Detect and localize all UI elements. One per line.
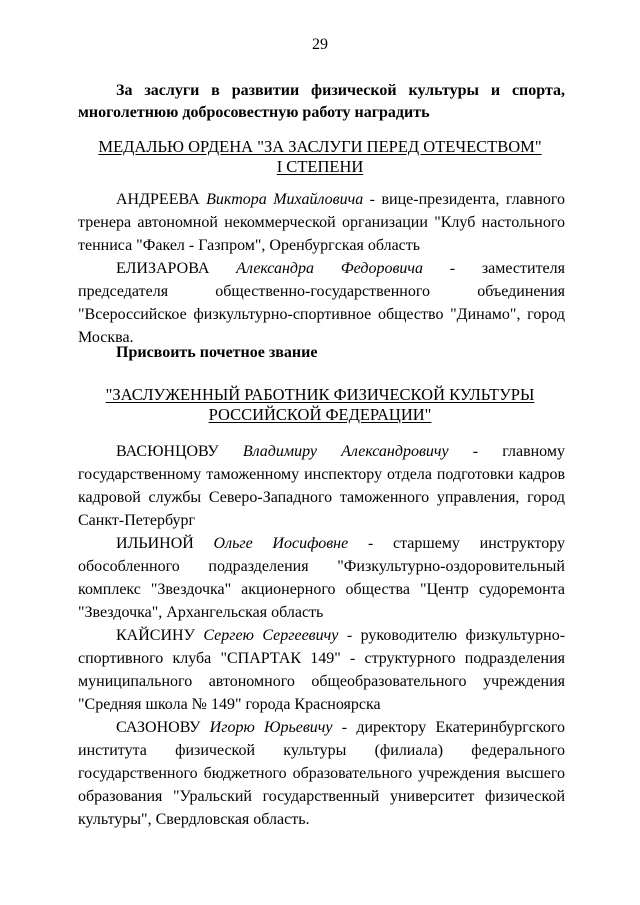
award-intro-text: За заслуги в развитии физической культуры и спорта, многолетнюю добросовестную работу наградить [78, 82, 565, 121]
recipient-entry [78, 257, 565, 349]
recipient-entry [78, 624, 565, 716]
recipient-description: - директору Екатеринбургского института физической культуры (филиала) федерального государственного бюджетного образовательного учреждения высшего образования "Уральский государственный университет физической культуры", Свердловская область. [78, 719, 566, 828]
heading-line: РОССИЙСКОЙ ФЕДЕРАЦИИ" [208, 405, 432, 424]
recipient-surname: ЕЛИЗАРОВА [116, 260, 210, 277]
page-number: 29 [312, 36, 328, 53]
medal-recipients [78, 188, 565, 349]
recipient-entry [78, 532, 565, 624]
heading-line: I СТЕПЕНИ [276, 157, 364, 176]
section-heading-medal [0, 137, 640, 177]
recipient-surname: ИЛЬИНОЙ [116, 535, 194, 552]
recipient-entry [78, 716, 565, 831]
recipient-given-name: Владимиру Александровичу [242, 443, 449, 460]
recipient-given-name: Ольге Иосифовне [213, 535, 349, 552]
heading-line: "ЗАСЛУЖЕННЫЙ РАБОТНИК ФИЗИЧЕСКОЙ КУЛЬТУРЫ [105, 385, 535, 404]
recipient-given-name: Сергею Сергеевичу [203, 627, 339, 644]
recipient-surname: КАЙСИНУ [116, 627, 195, 644]
honorary-title-recipients [78, 440, 565, 831]
section-heading-honorary-title [0, 385, 640, 425]
recipient-given-name: Виктора Михайловича [206, 191, 364, 208]
recipient-description: - главному государственному таможенному инспектору отдела подготовки кадров кадровой службы Северо-Западного таможенного управления, город Санкт-Петербург [78, 443, 565, 529]
recipient-surname: САЗОНОВУ [116, 719, 201, 736]
recipient-given-name: Игорю Юрьевичу [209, 719, 333, 736]
recipient-entry [78, 440, 565, 532]
recipient-entry [78, 188, 565, 257]
recipient-surname: ВАСЮНЦОВУ [116, 443, 219, 460]
recipient-description: - вице-президента, главного тренера автономной некоммерческой организации "Клуб настольного тенниса "Факел - Газпром", Оренбургская область [78, 191, 565, 254]
title-award-intro: Присвоить почетное звание [116, 344, 318, 361]
recipient-given-name: Александра Федоровича [236, 260, 424, 277]
recipient-surname: АНДРЕЕВА [116, 191, 200, 208]
heading-line: МЕДАЛЬЮ ОРДЕНА "ЗА ЗАСЛУГИ ПЕРЕД ОТЕЧЕСТВОМ" [98, 137, 542, 156]
recipient-description: - руководителю физкультурно-спортивного клуба "СПАРТАК 149" - структурного подразделения муниципального автономного общеобразовательного учреждения "Средняя школа № 149" города Красноярска [78, 627, 566, 713]
recipient-description: - старшему инструктору обособленного подразделения "Физкультурно-оздоровительный комплекс "Звездочка" акционерного общества "Центр судоремонта "Звездочка", Архангельская область [78, 535, 565, 621]
recipient-description: - заместителя председателя общественно-государственного объединения "Всероссийское физкультурно-спортивное общество "Динамо", город Москва. [78, 260, 565, 346]
